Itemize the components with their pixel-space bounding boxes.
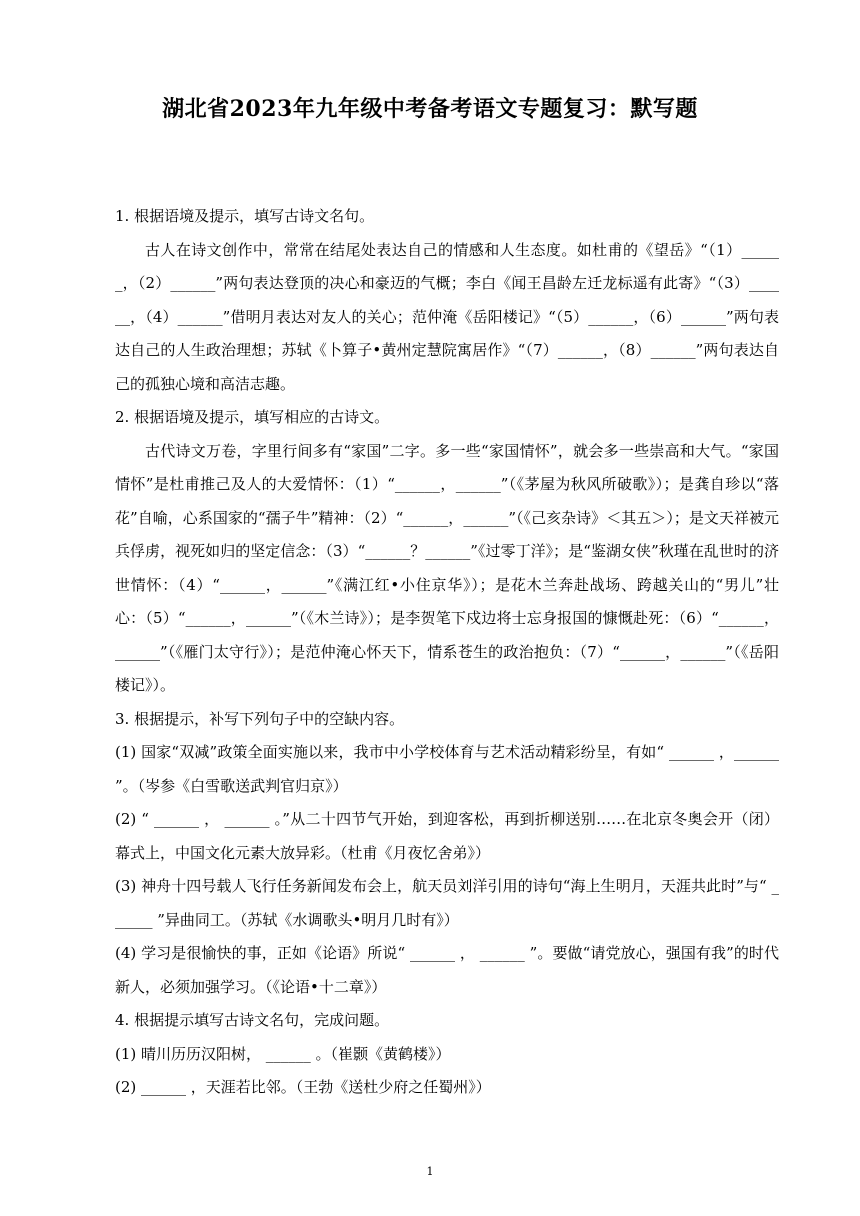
document-title: 湖北省2023年九年级中考备考语文专题复习：默写题: [162, 96, 698, 122]
question-2-body: 古代诗文万卷，字里行间多有“家国”二字。多一些“家国情怀”，就会多一些崇高和大气。“家国情怀”是杜甫推己及人的大爱情怀：（1）“______，______”（《茅屋为秋风所破歌》）；是龚自珍以“落花”自喻，心系国家的“孺子牛”精神：（2）“______，______”（《己亥杂诗》＜其五＞）；是文天祥被元兵俘虏，视死如归的坚定信念：（3）“______？______”《过零丁洋》；是“鉴湖女侠”秋瑾在乱世时的济世情怀：（4）“______，______”《满江红•小住京华》）；是花木兰奔赴战场、跨越关山的“男儿”壮心：（5）“______，______”（《木兰诗》）；是李贺笔下戍边将士忘身报国的慷慨赴死：（6）“______，______”（《雁门太守行》）；是范仲淹心怀天下，情系苍生的政治抱负：（7）“______，______”（《岳阳楼记》）。: [115, 441, 779, 694]
question-4-heading: 4. 根据提示填写古诗文名句，完成问题。: [115, 1011, 390, 1029]
question-3-item-2: (2) “ ______ ， ______ 。”从二十四节气开始，到迎客松，再到折柳送别……在北京冬奥会开（闭）幕式上，中国文化元素大放异彩。（杜甫《月夜忆舍弟》）: [115, 810, 779, 862]
question-2-heading: 2. 根据语境及提示，填写相应的古诗文。: [115, 408, 390, 426]
question-4-item-1: (1) 晴川历历汉阳树， ______ 。（崔颢《黄鹤楼》）: [115, 1044, 451, 1063]
page-number: 1: [426, 1165, 434, 1178]
question-3-item-1: (1) 国家“双减”政策全面实施以来，我市中小学校体育与艺术活动精彩纷呈，有如“ ______ ，______ ”。（岑参《白雪歌送武判官归京》）: [115, 743, 779, 795]
question-4-item-2: (2) ______ ，天涯若比邻。（王勃《送杜少府之任蜀州》）: [115, 1078, 491, 1096]
question-1-heading: 1. 根据语境及提示，填写古诗文名句。: [115, 207, 375, 225]
document-content: [115, 200, 779, 1105]
question-3-item-3: (3) 神舟十四号载人飞行任务新闻发布会上，航天员刘洋引用的诗句“海上生明月，天涯共此时”与“ ______ ”异曲同工。（苏轼《水调歌头•明月几时有》）: [115, 877, 779, 929]
question-1-body: 古人在诗文创作中，常常在结尾处表达自己的情感和人生态度。如杜甫的《望岳》“（1）______，（2）______”两句表达登顶的决心和豪迈的气概；李白《闻王昌龄左迁龙标遥有此寄》“（3）______，（4）______”借明月表达对友人的关心；范仲淹《岳阳楼记》“（5）______，（6）______”两句表达自己的人生政治理想；苏轼《卜算子•黄州定慧院寓居作》“（7）______，（8）______”两句表达自己的孤独心境和高洁志趣。: [115, 240, 779, 393]
question-3-heading: 3. 根据提示，补写下列句子中的空缺内容。: [115, 709, 405, 728]
question-3-item-4: (4) 学习是很愉快的事，正如《论语》所说“ ______ ， ______ ”。要做“请党放心，强国有我”的时代新人，必须加强学习。（《论语•十二章》）: [115, 944, 779, 996]
